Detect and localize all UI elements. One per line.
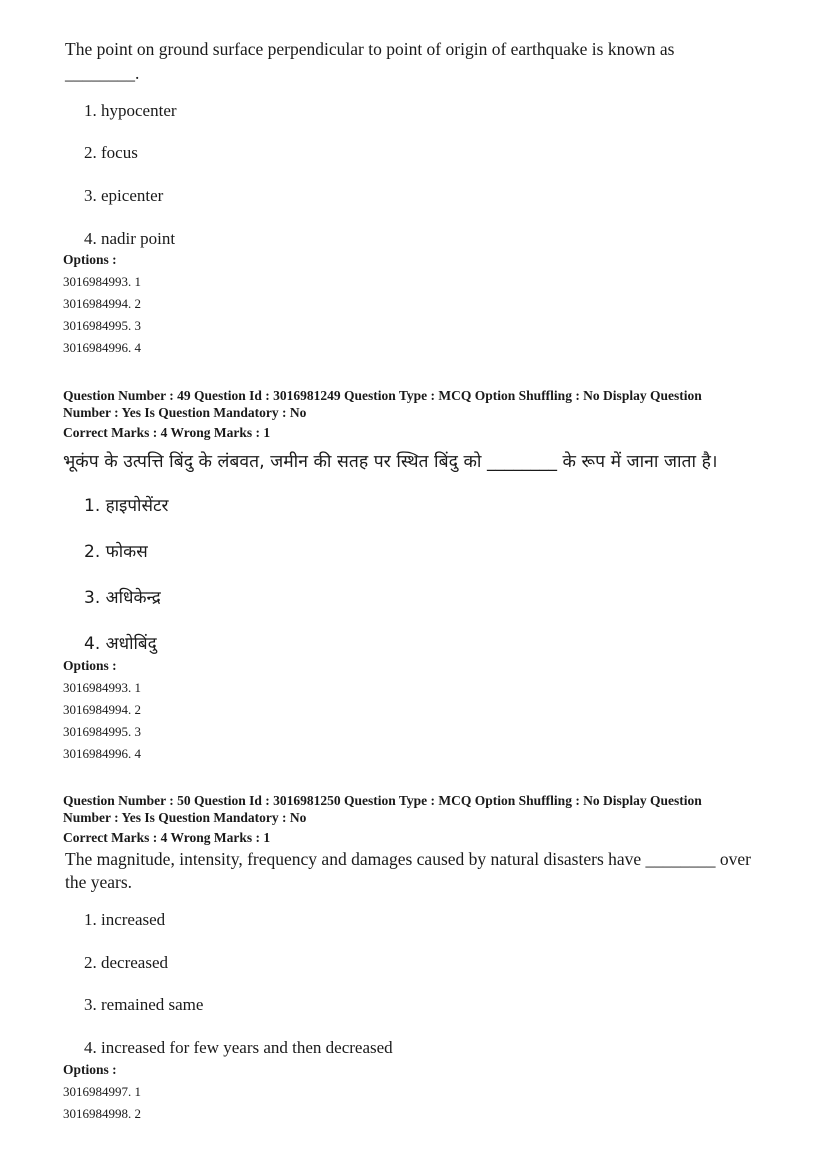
question-50-option-code-1: 3016984997. 1 [63,1084,141,1099]
question-49-option-code-3: 3016984995. 3 [63,724,141,739]
question-50-text-line1: The magnitude, intensity, frequency and damages caused by natural disasters have ________ over [65,849,752,869]
question-48-choice-4: 4. nadir point [84,229,176,248]
question-48-option-code-2: 3016984994. 2 [63,296,141,311]
question-48-options-label: Options : [63,252,117,267]
question-50-option-code-2: 3016984998. 2 [63,1106,141,1121]
question-48-choice-2: 2. focus [84,143,138,162]
question-49-meta-line2: Number : Yes Is Question Mandatory : No [63,405,307,420]
question-49-option-code-4: 3016984996. 4 [63,746,141,761]
question-48-choice-3: 3. epicenter [84,186,164,205]
question-50-choice-2: 2. decreased [84,953,169,972]
question-49-options-label: Options : [63,658,117,673]
question-49-choice-4: 4. अधोबिंदु [84,634,157,654]
question-50-options-label: Options : [63,1062,117,1077]
question-48-text-line1: The point on ground surface perpendicular to point of origin of earthquake is known as [65,39,675,59]
question-50-meta-line2: Number : Yes Is Question Mandatory : No [63,810,307,825]
question-49-choice-2: 2. फोकस [84,542,148,562]
question-50-choice-3: 3. remained same [84,995,204,1014]
question-48-text-line2: ________. [65,63,140,83]
question-48-choice-1: 1. hypocenter [84,101,177,120]
question-50-choice-1: 1. increased [84,910,166,929]
question-50-choice-4: 4. increased for few years and then decreased [84,1038,393,1057]
question-48-option-code-1: 3016984993. 1 [63,274,141,289]
question-49-option-code-1: 3016984993. 1 [63,680,141,695]
question-48-option-code-3: 3016984995. 3 [63,318,141,333]
question-49-text: भूकंप के उत्पत्ति बिंदु के लंबवत, जमीन की सतह पर स्थित बिंदु को ________ के रूप में जाना जाता है। [63,452,718,472]
question-49-option-code-2: 3016984994. 2 [63,702,141,717]
question-49-marks: Correct Marks : 4 Wrong Marks : 1 [63,425,271,440]
question-49-choice-1: 1. हाइपोसेंटर [84,496,169,516]
question-50-marks: Correct Marks : 4 Wrong Marks : 1 [63,830,271,845]
question-49-choice-3: 3. अधिकेन्द्र [84,588,161,608]
question-48-option-code-4: 3016984996. 4 [63,340,141,355]
question-50-text-line2: the years. [65,872,133,892]
question-49-meta-line1: Question Number : 49 Question Id : 3016981249 Question Type : MCQ Option Shuffling : No Display Question [63,388,702,403]
question-50-meta-line1: Question Number : 50 Question Id : 3016981250 Question Type : MCQ Option Shuffling : No Display Question [63,793,702,808]
